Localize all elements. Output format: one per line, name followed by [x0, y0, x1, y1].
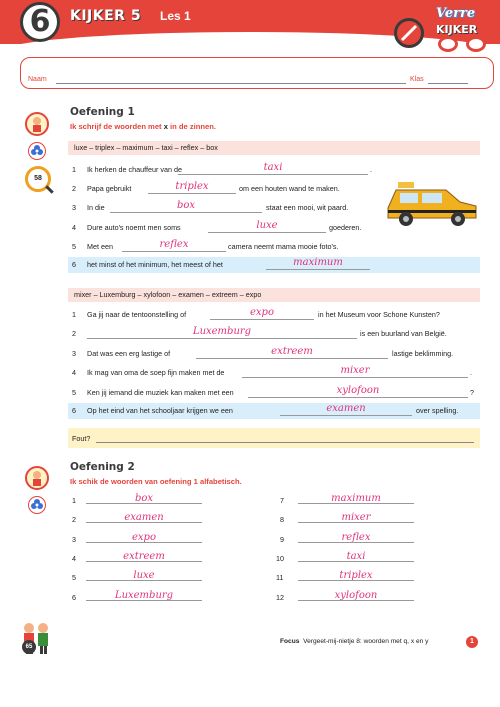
- class-label: Klas: [410, 76, 424, 83]
- sentence-b5: 5 Ken jij iemand die muziek kan maken met een xylofoon ?: [72, 385, 474, 397]
- lesson-label: Les 1: [160, 9, 191, 23]
- alpha-field-11[interactable]: triplex: [298, 571, 414, 581]
- sentence-b6: 6 Op het eind van het schooljaar krijgen we een examen over spelling.: [72, 403, 459, 415]
- answer-field-a3[interactable]: box: [110, 203, 262, 213]
- sentence-a1: 1 Ik herken de chauffeur van de taxi .: [72, 162, 372, 174]
- sentence-a2: 2 Papa gebruikt triplex om een houten wand te maken.: [72, 181, 340, 193]
- answer-field-a5[interactable]: reflex: [122, 242, 226, 252]
- magnifier-handle: [45, 185, 53, 193]
- flower-icon: [28, 496, 46, 514]
- sentence-a3: 3 In die box staat een mooi, wit paard.: [72, 200, 349, 212]
- alpha-field-12[interactable]: xylofoon: [298, 591, 414, 601]
- sentence-b4: 4 Ik mag van oma de soep fijn maken met de mixer .: [72, 365, 472, 377]
- name-label: Naam: [28, 76, 47, 83]
- binoculars-icon: [438, 36, 488, 52]
- sentence-b1: 1 Ga jij naar de tentoonstelling of expo in het Museum voor Schone Kunsten?: [72, 307, 440, 319]
- answer-field-a6[interactable]: maximum: [266, 260, 370, 270]
- exercise1-title: Oefening 1: [70, 106, 135, 118]
- exercise2-instruction: Ik schik de woorden van oefening 1 alfabetisch.: [70, 477, 242, 486]
- logo-top-text: Verre: [436, 6, 476, 21]
- mistakes-label: Fout?: [72, 434, 91, 443]
- name-form: [20, 57, 494, 89]
- alpha-field-8[interactable]: mixer: [298, 513, 414, 523]
- sentence-a6: 6 het minst of het minimum, het meest of het maximum: [72, 258, 382, 272]
- logo-bottom-text: KIJKER: [436, 23, 478, 36]
- alpha-field-3[interactable]: expo: [86, 533, 202, 543]
- pencil-icon: [394, 18, 424, 48]
- answer-field-a1[interactable]: taxi: [178, 165, 368, 175]
- word-bank-a: luxe – triplex – maximum – taxi – reflex – box: [68, 141, 480, 155]
- taxi-illustration: [384, 178, 480, 228]
- sentence-a5: 5 Met een reflex camera neemt mama mooie foto's.: [72, 239, 339, 251]
- child-avatar-icon: [25, 466, 49, 490]
- series-title: KIJKER 5: [70, 8, 142, 24]
- answer-field-b6[interactable]: examen: [280, 406, 412, 416]
- alpha-field-1[interactable]: box: [86, 494, 202, 504]
- footer-text: Focus Vergeet-mij-nietje 8: woorden met q, x en y: [280, 638, 429, 645]
- lesson-number: 6: [29, 4, 51, 39]
- footer-badge: 65: [22, 640, 36, 654]
- alpha-field-6[interactable]: Luxemburg: [86, 591, 202, 601]
- answer-field-b4[interactable]: mixer: [242, 368, 468, 378]
- answer-field-b3[interactable]: extreem: [196, 349, 388, 359]
- sentence-b3: 3 Dat was een erg lastige of extreem lastige beklimming.: [72, 346, 454, 358]
- answer-field-a2[interactable]: triplex: [148, 184, 236, 194]
- alpha-field-4[interactable]: extreem: [86, 552, 202, 562]
- alpha-field-2[interactable]: examen: [86, 513, 202, 523]
- verrekijker-logo: [432, 6, 494, 52]
- answer-field-b5[interactable]: xylofoon: [248, 388, 468, 398]
- flower-icon: [28, 142, 46, 160]
- alpha-field-9[interactable]: reflex: [298, 533, 414, 543]
- page-number: 1: [466, 636, 478, 648]
- page-reference: 58: [34, 175, 42, 182]
- alpha-field-7[interactable]: maximum: [298, 494, 414, 504]
- word-bank-b: mixer – Luxemburg – xylofoon – examen – extreem – expo: [68, 288, 480, 302]
- answer-field-a4[interactable]: luxe: [208, 223, 326, 233]
- answer-field-b1[interactable]: expo: [210, 310, 314, 320]
- answer-field-b2[interactable]: Luxemburg: [87, 329, 357, 339]
- class-field[interactable]: [428, 83, 468, 84]
- sentence-a4: 4 Dure auto's noemt men soms luxe goederen.: [72, 220, 362, 232]
- alpha-field-5[interactable]: luxe: [86, 571, 202, 581]
- alpha-field-10[interactable]: taxi: [298, 552, 414, 562]
- mistakes-field[interactable]: [96, 442, 474, 443]
- child-avatar-icon: [25, 112, 49, 136]
- mistakes-bar: [68, 428, 480, 448]
- exercise1-instruction: Ik schrijf de woorden met x in de zinnen.: [70, 122, 217, 131]
- exercise2-title: Oefening 2: [70, 461, 135, 473]
- name-field[interactable]: [56, 83, 406, 84]
- sentence-b2: 2 Luxemburg is een buurland van België.: [72, 326, 447, 338]
